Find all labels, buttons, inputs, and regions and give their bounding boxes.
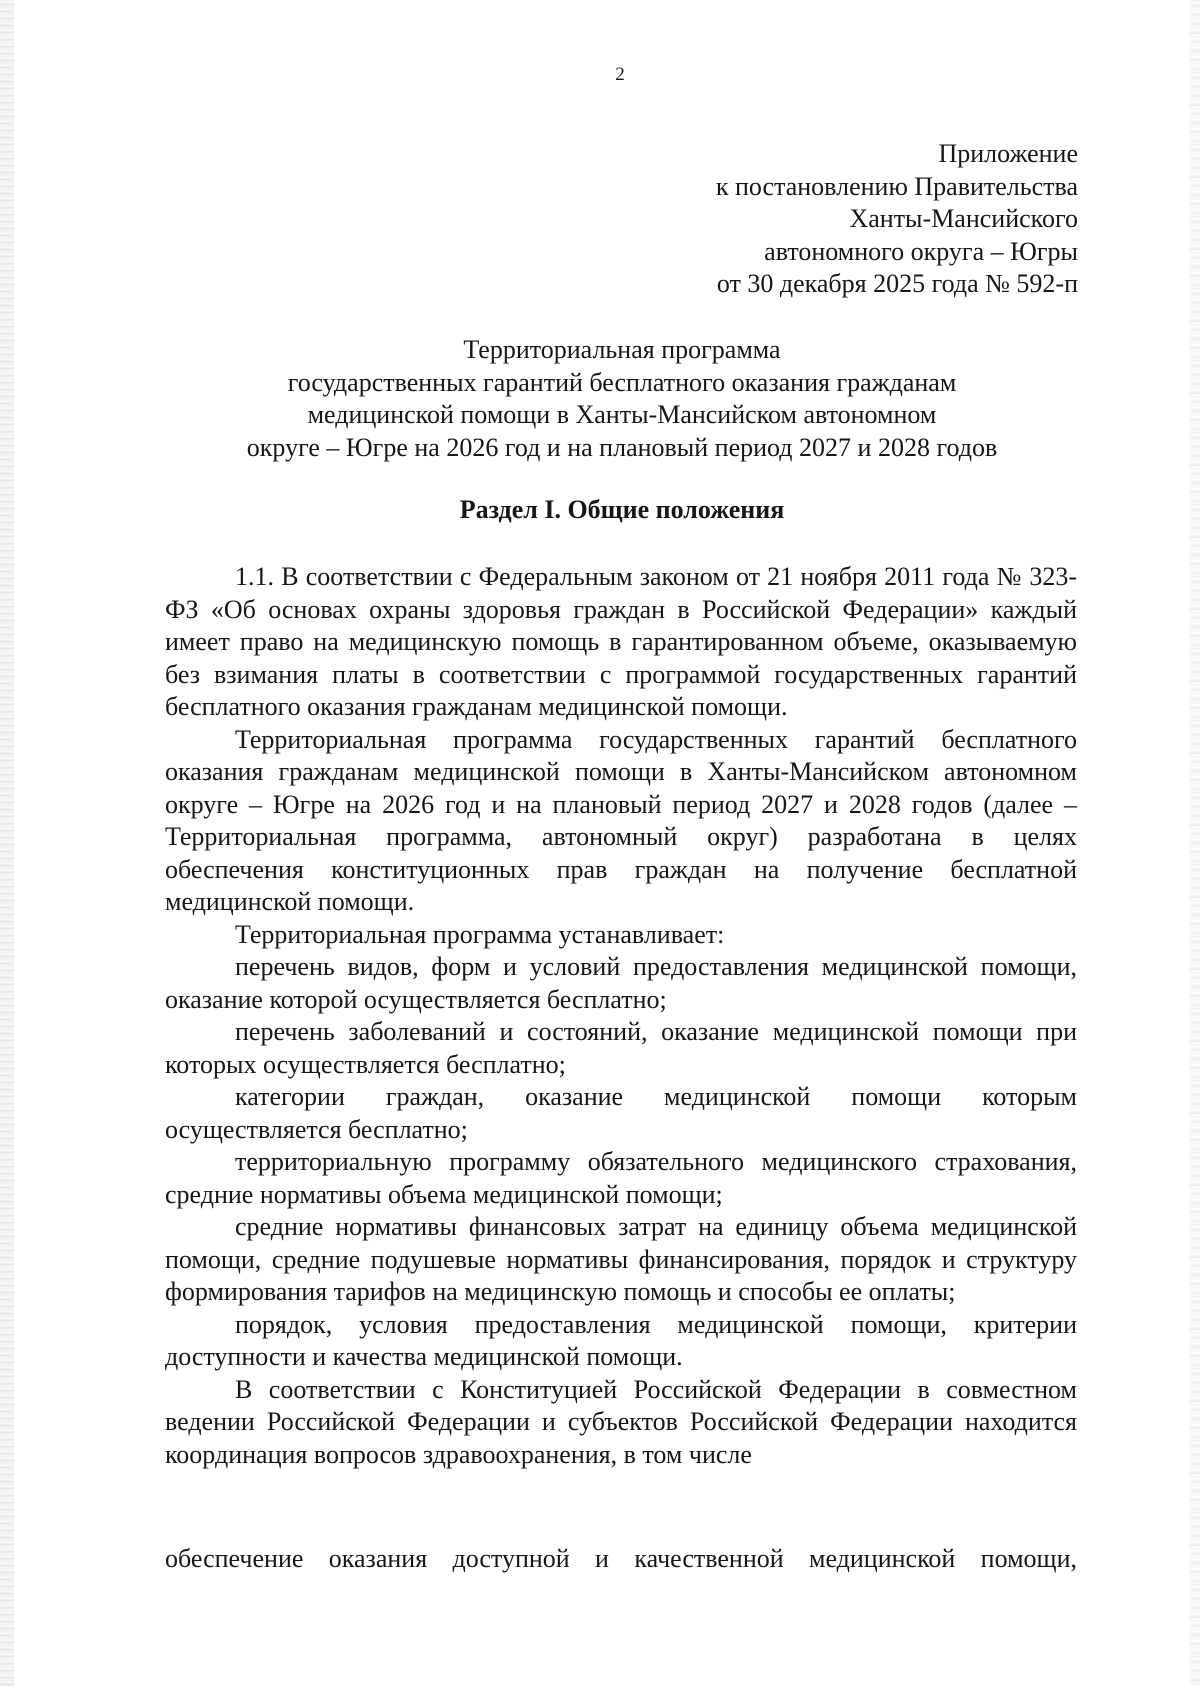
scan-edge-right	[1190, 0, 1200, 1686]
paragraph: Территориальная программа государственных гарантий бесплатного оказания гражданам медицинской помощи в Ханты-Мансийском автономном округе – Югре на 2026 год и на плановый период 2027 и 2028 годов (далее – Территориальная программа, автономный округ) разработана в целях обеспечения конституционных прав граждан на получение бесплатной медицинской помощи.	[165, 724, 1077, 916]
title-line: Территориальная программа	[463, 335, 781, 364]
body-text	[165, 561, 1077, 1471]
appendix-line: Приложение	[938, 139, 1078, 168]
page-number: 2	[615, 64, 625, 85]
paragraph: средние нормативы финансовых затрат на единицу объема медицинской помощи, средние подушевые нормативы финансирования, порядок и структуру формирования тарифов на медицинскую помощь и способы ее оплаты;	[165, 1212, 1077, 1306]
paragraph: В соответствии с Конституцией Российской Федерации в совместном ведении Российской Федерации и субъектов Российской Федерации находится координация вопросов здравоохранения, в том числе	[165, 1374, 1077, 1469]
appendix-block	[716, 138, 1078, 301]
paragraph: перечень заболеваний и состояний, оказание медицинской помощи при которых осуществляется бесплатно;	[165, 1017, 1077, 1079]
paragraph: перечень видов, форм и условий предоставления медицинской помощи, оказание которой осуществляется бесплатно;	[165, 952, 1077, 1014]
last-line: обеспечение оказания доступной и качественной медицинской помощи,	[165, 1544, 1077, 1573]
appendix-line: автономного округа – Югры	[764, 236, 1078, 266]
document-title	[0, 334, 1200, 464]
scan-edge-left	[0, 0, 14, 1686]
paragraph: Территориальная программа устанавливает:	[235, 919, 725, 949]
paragraph: территориальную программу обязательного медицинского страхования, средние нормативы объема медицинской помощи;	[165, 1147, 1077, 1209]
title-line: округе – Югре на 2026 год и на плановый период 2027 и 2028 годов	[246, 432, 998, 462]
paragraph: категории граждан, оказание медицинской помощи которым осуществляется бесплатно;	[165, 1082, 1077, 1144]
appendix-line: к постановлению Правительства	[715, 171, 1078, 201]
title-line: медицинской помощи в Ханты-Мансийском автономном	[307, 400, 937, 429]
section-heading: Раздел I. Общие положения	[459, 495, 785, 524]
paragraph: порядок, условия предоставления медицинской помощи, критерии доступности и качества медицинской помощи.	[165, 1309, 1077, 1371]
title-line: государственных гарантий бесплатного оказания гражданам	[287, 367, 957, 397]
paragraph: 1.1. В соответствии с Федеральным законом от 21 ноября 2011 года № 323-ФЗ «Об основах охраны здоровья граждан в Российской Федерации» каждый имеет право на медицинскую помощь в гарантированном объеме, оказываемую без взимания платы в соответствии с программой государственных гарантий бесплатного оказания гражданам медицинской помощи.	[165, 562, 1077, 721]
appendix-date-line: от 30 декабря 2025 года № 592-п	[716, 269, 1078, 298]
appendix-line: Ханты-Мансийского	[849, 204, 1078, 233]
